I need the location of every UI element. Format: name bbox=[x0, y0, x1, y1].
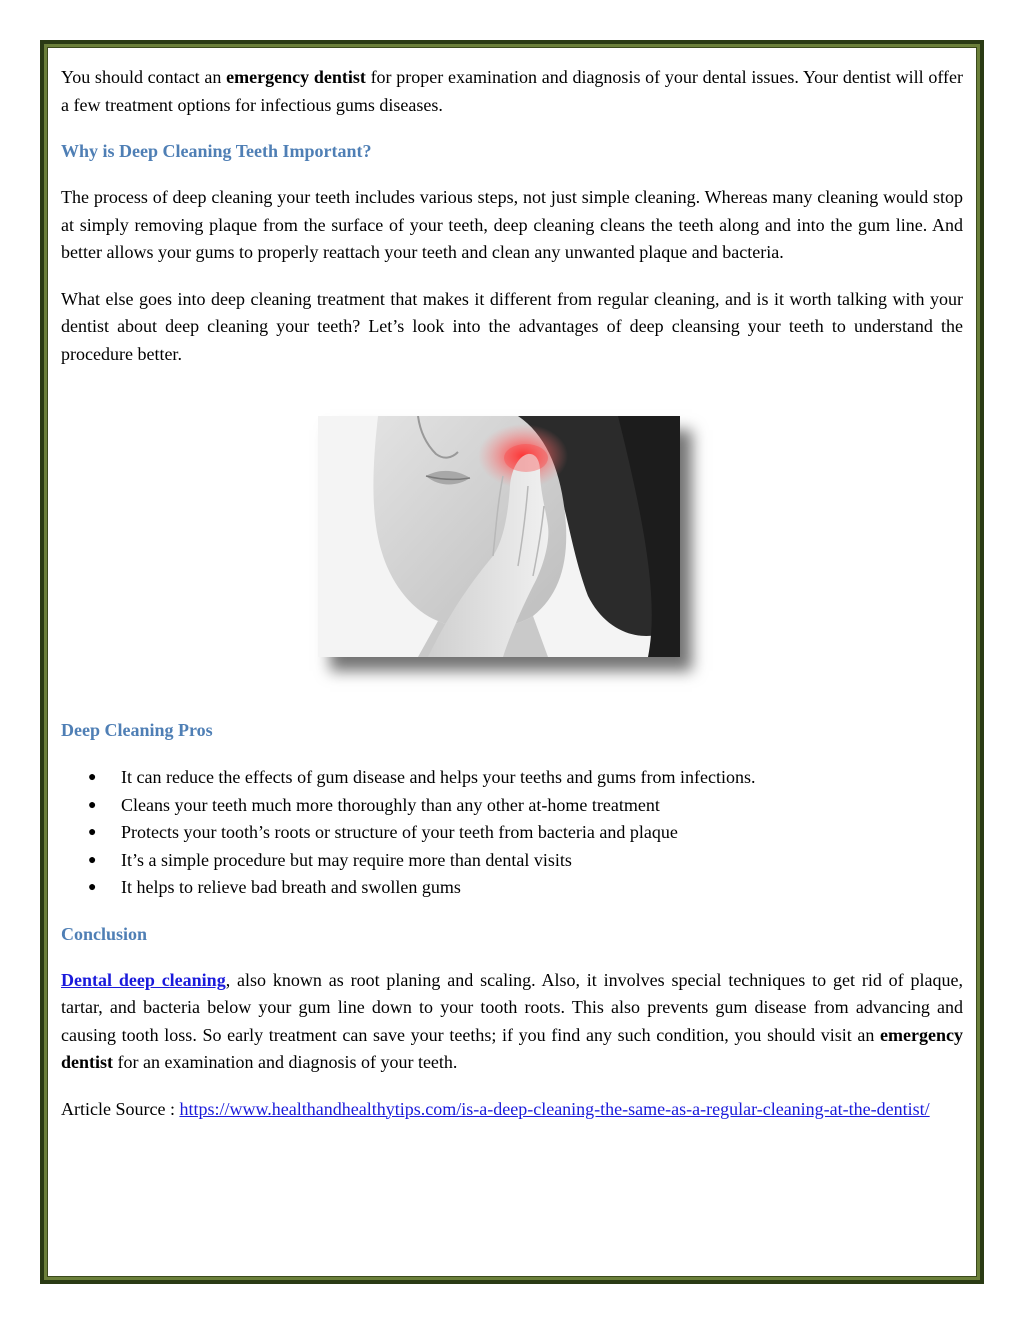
list-item: ● It’s a simple procedure but may require more than dental visits bbox=[61, 847, 963, 875]
intro-text-end: for proper examination and diagnosis of your dental issues. Your dentist will offer a few treatment options for infectious gums diseases. bbox=[61, 67, 963, 115]
page-border-inner bbox=[44, 44, 980, 1280]
conclusion-bold-term: emergency dentist bbox=[61, 1024, 963, 1072]
page bbox=[47, 47, 977, 1277]
bullet-icon: ● bbox=[88, 880, 97, 895]
page-border bbox=[40, 40, 984, 1284]
woman-tooth-pain-photo bbox=[318, 416, 680, 657]
intro-paragraph bbox=[61, 64, 963, 119]
article-source bbox=[61, 1096, 963, 1124]
intro-text: You should contact an bbox=[61, 67, 227, 87]
why-heading: Why is Deep Cleaning Teeth Important? bbox=[61, 141, 372, 161]
conclusion-paragraph: Dental deep cleaning, also known as root planing and scaling. Also, it involves special techniques to get rid of plaque, tartar, and bacteria below your gum line down to your tooth roots. This also prevents gum disease from advancing and causing tooth loss. So early treatment can save your teeths; if you find any such condition, you should visit an emergency dentist for an examination and diagnosis of your teeth. bbox=[61, 969, 963, 1072]
source-label: Article Source : bbox=[61, 1098, 180, 1119]
bullet-icon: ● bbox=[88, 797, 97, 813]
pros-heading: Deep Cleaning Pros bbox=[61, 720, 213, 740]
list-item: ● It helps to relieve bad breath and swollen gums bbox=[61, 874, 963, 902]
list-item: ● Protects your tooth’s roots or structure of your teeth from bacteria and plaque bbox=[61, 819, 963, 847]
why-paragraph-1: The process of deep cleaning your teeth includes various steps, not just simple cleaning. Whereas many cleaning would stop at simply removing plaque from the surface of your teeth, deep cleaning cleans the teeth along and into the gum line. And better allows your gums to properly reattach your teeth and clean any unwanted plaque and bacteria. bbox=[61, 187, 963, 262]
pros-list bbox=[61, 764, 963, 902]
bullet-icon: ● bbox=[88, 852, 97, 868]
bullet-icon: ● bbox=[88, 825, 97, 840]
why-paragraph-2: What else goes into deep cleaning treatment that makes it different from regular cleaning, and is it worth talking with your dentist about deep cleaning your teeth? Let’s look into the advantages of deep cleansing your teeth to understand the procedure better. bbox=[61, 288, 963, 364]
dental-deep-cleaning-link[interactable]: Dental deep cleaning bbox=[61, 969, 226, 990]
conclusion-heading: Conclusion bbox=[61, 923, 148, 944]
bullet-icon: ● bbox=[88, 770, 97, 785]
list-item: ● Cleans your teeth much more thoroughly than any other at-home treatment bbox=[61, 792, 963, 820]
source-url-link[interactable]: https://www.healthandhealthytips.com/is-a-deep-cleaning-the-same-as-a-regular-cleaning-at-the-dentist/ bbox=[179, 1098, 930, 1119]
list-item: ● It can reduce the effects of gum disease and helps your teeths and gums from infections. bbox=[61, 764, 963, 792]
intro-bold-term: emergency dentist bbox=[226, 67, 366, 87]
article-content bbox=[61, 64, 963, 1123]
